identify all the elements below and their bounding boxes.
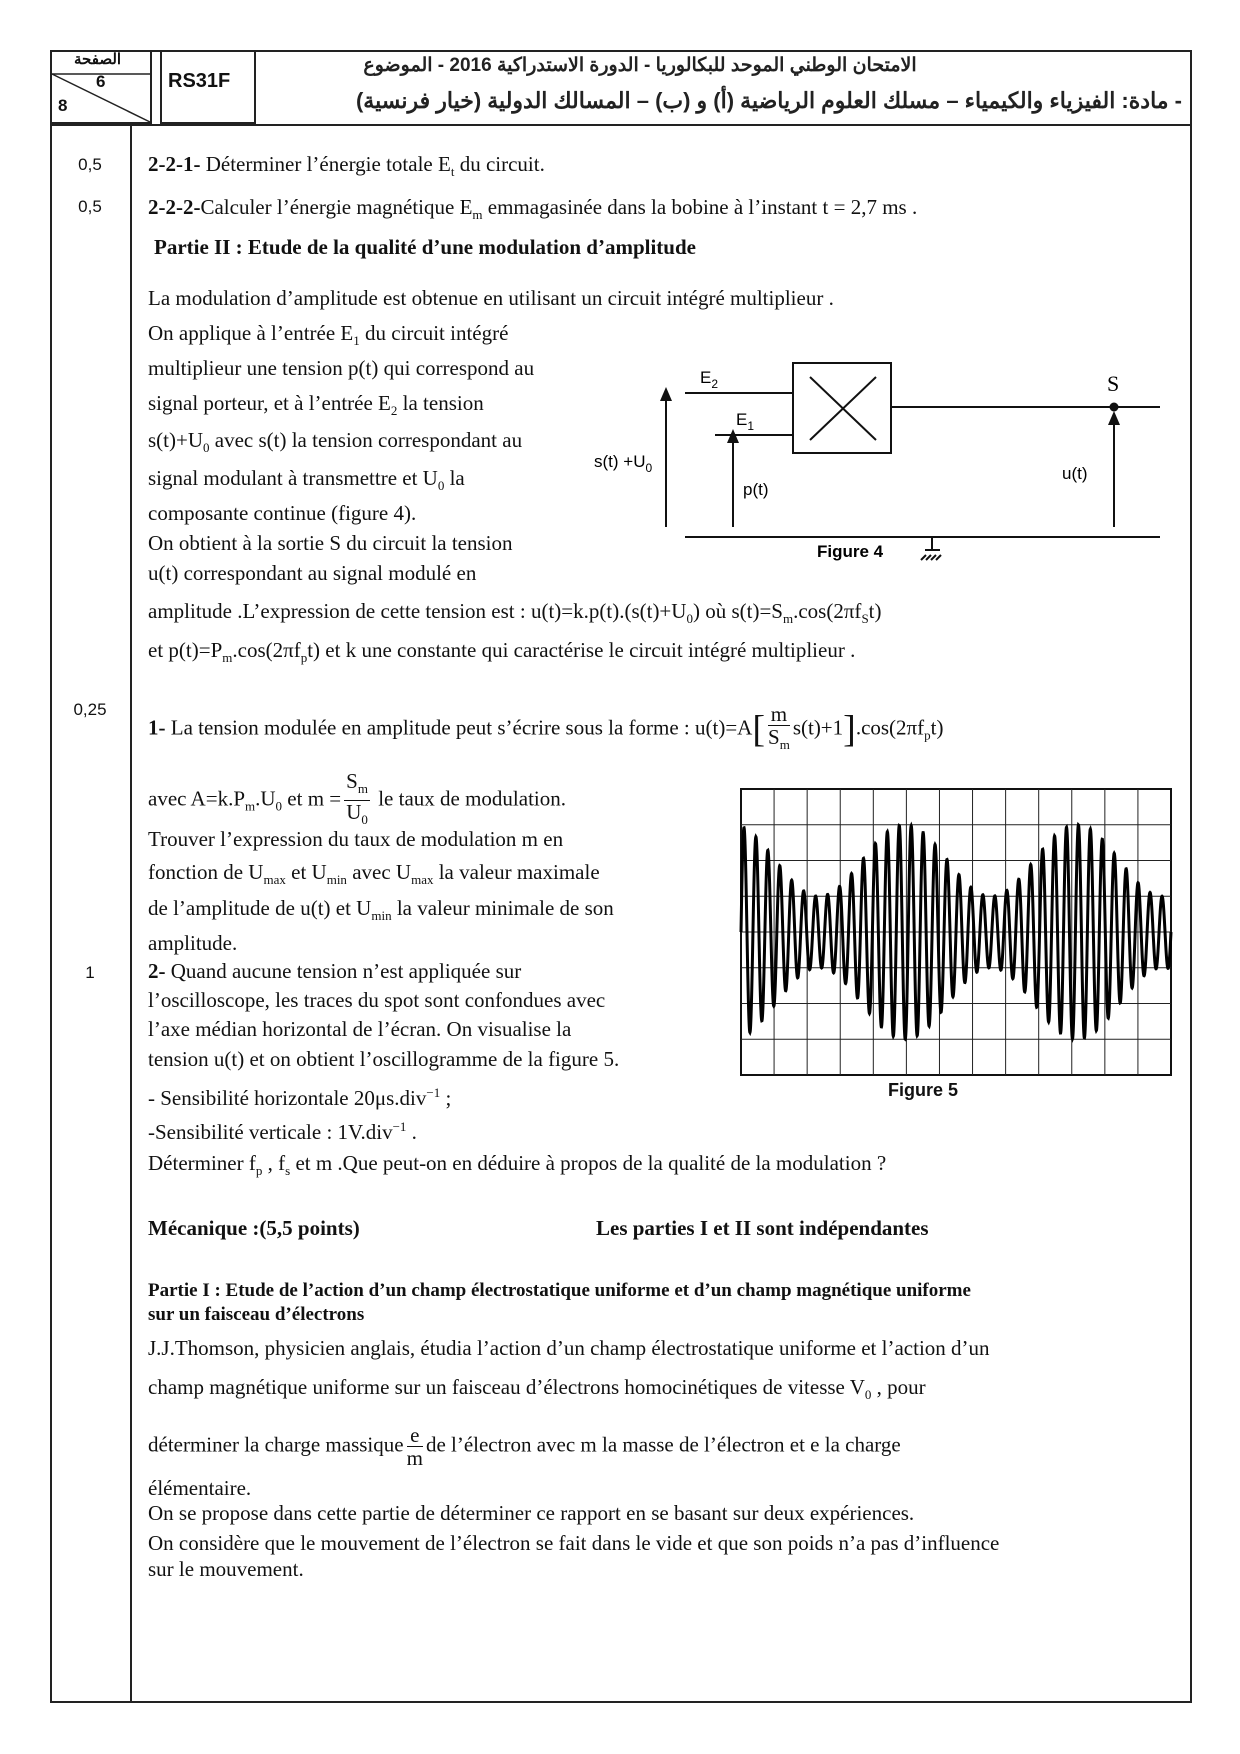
paragraph-line: On applique à l’entrée $E_1$ du circuit intégré: [148, 321, 509, 349]
paragraph-line: multiplieur une tension p(t) qui correspond au: [148, 356, 535, 380]
exam-code: RS31F: [168, 70, 231, 92]
header-title-line2: - مادة: الفيزياء والكيمياء – مسلك العلوم الرياضية (أ) و (ب) – المسالك الدولية (خيار فرنسية): [355, 88, 1182, 113]
paragraph-line: signal modulant à transmettre et $U_0$ la: [148, 466, 465, 494]
mechanics-note: Les parties I et II sont indépendantes: [596, 1216, 929, 1240]
part1-title-cont: sur un faisceau d’électrons: [148, 1304, 365, 1325]
mechanics-title: Mécanique :(5,5 points): [148, 1216, 360, 1240]
question-2: 2- Quand aucune tension n’est appliquée sur: [148, 959, 522, 983]
paragraph-line: Déterminer $f_p$ , $f_s$ et m .Que peut-on en déduire à propos de la qualité de la modulation ?: [148, 1151, 887, 1179]
part1-title: Partie I : Etude de l’action d’un champ électrostatique uniforme et d’un champ magnétique uniforme: [148, 1280, 971, 1301]
score-q222: 0,5: [78, 197, 102, 216]
label-st: $s(t) +U_0$: [594, 452, 653, 475]
sensitivity-horizontal: - Sensibilité horizontale 20μs.div$^{-1}$ ;: [148, 1085, 452, 1110]
figure-5-oscillogram: [740, 788, 1172, 1076]
output-node: [1110, 403, 1119, 412]
paragraph-line: et $p(t)=P_m.\cos(2\pi f_pt)$ et k une constante qui caractérise le circuit intégré multiplieur .: [148, 638, 856, 666]
fraction-sm-over-u0: $\frac{S_m}{U_0}$: [346, 769, 368, 828]
fraction-e-over-m: $\frac{e}{m}$: [406, 1423, 423, 1470]
fraction-m-over-sm: $\frac{m}{S_m}$: [768, 702, 790, 753]
paragraph-line: l’oscilloscope, les traces du spot sont confondues avec: [148, 988, 606, 1012]
score-column-divider: [130, 124, 132, 1703]
score-q1: 0,25: [73, 700, 107, 719]
paragraph-line: On se propose dans cette partie de déterminer ce rapport en se basant sur deux expériences.: [148, 1501, 915, 1525]
paragraph-line: On obtient à la sortie S du circuit la tension: [148, 531, 513, 555]
score-q221: 0,5: [78, 155, 102, 174]
page-total: 8: [58, 96, 68, 115]
paragraph-line: signal porteur, et à l’entrée $E_2$ la tension: [148, 391, 484, 419]
question-2-2-2: 2-2-2-Calculer l’énergie magnétique $E_m$ emmagasinée dans la bobine à l’instant t = 2,7 ms .: [148, 195, 918, 223]
question-1: 1- La tension modulée en amplitude peut s’écrire sous la forme : u(t)=A[ $\frac{m}{S_m}$ $s(t)+1].\cos(2\pi f_pt)$: [148, 703, 943, 756]
paragraph-line: tension u(t) et on obtient l’oscillogramme de la figure 5.: [148, 1047, 620, 1071]
paragraph-line: de l’amplitude de u(t) et $U_{min}$ la valeur minimale de son: [148, 896, 614, 924]
paragraph-line: $s(t)+U_0$ avec s(t) la tension correspondant au: [148, 428, 523, 456]
paragraph-line: champ magnétique uniforme sur un faisceau d’électrons homocinétiques de vitesse $V_0$ , pour: [148, 1375, 926, 1403]
code-box: [160, 50, 256, 124]
figure-5-label: Figure 5: [888, 1080, 959, 1100]
figure-4-diagram: [594, 355, 1200, 565]
modulation-definition: avec $A=k.P_m.U_0$ et m = $\frac{S_m}{U_0}$ le taux de modulation.: [148, 770, 566, 831]
page-number-box: [50, 50, 152, 124]
part2-title: Partie II : Etude de la qualité d’une modulation d’amplitude: [154, 235, 696, 259]
paragraph-line: J.J.Thomson, physicien anglais, étudia l’action d’un champ électrostatique uniforme et l’action d’un: [148, 1336, 990, 1360]
header-title-line1: الامتحان الوطني الموحد للبكالوريا - الدورة الاستدراكية 2016 - الموضوع: [363, 55, 917, 76]
paragraph-line: amplitude .L’expression de cette tension est : $u(t)=k.p(t).(s(t)+U_0)$ où $s(t)=S_m.\cos(2\pi f_St)$: [148, 599, 882, 627]
paragraph-line: amplitude.: [148, 931, 238, 955]
paragraph-line: composante continue (figure 4).: [148, 501, 417, 525]
paragraph-line: u(t) correspondant au signal modulé en: [148, 561, 477, 585]
page-label: الصفحة: [74, 51, 122, 68]
label-e1: $E_1$: [736, 410, 755, 433]
paragraph-line: élémentaire.: [148, 1476, 252, 1500]
paragraph-line: Trouver l’expression du taux de modulation m en: [148, 827, 564, 851]
sensitivity-vertical: -Sensibilité verticale : 1V.div$^{-1}$ .: [148, 1119, 417, 1144]
label-ut: u(t): [1062, 464, 1088, 483]
paragraph-line: l’axe médian horizontal de l’écran. On visualise la: [148, 1017, 572, 1041]
paragraph-line: On considère que le mouvement de l’électron se fait dans le vide et que son poids n’a pas d’influence: [148, 1531, 1000, 1555]
paragraph-line: déterminer la charge massique $\frac{e}{m}$ de l’électron avec m la masse de l’électron et e la charge: [148, 1423, 901, 1470]
label-e2: $E_2$: [700, 368, 719, 391]
paragraph-line: La modulation d’amplitude est obtenue en utilisant un circuit intégré multiplieur .: [148, 286, 834, 310]
figure-4-label: Figure 4: [817, 542, 884, 561]
label-s: S: [1107, 371, 1120, 396]
paragraph-line: fonction de $U_{max}$ et $U_{min}$ avec $U_{max}$ la valeur maximale: [148, 860, 600, 888]
score-q2: 1: [85, 963, 95, 982]
header-divider: [50, 124, 1192, 126]
question-2-2-1: 2-2-1- Déterminer l’énergie totale $E_t$ du circuit.: [148, 152, 545, 180]
label-pt: p(t): [743, 480, 769, 499]
page-number: 6: [96, 72, 106, 91]
paragraph-line: sur le mouvement.: [148, 1557, 304, 1581]
